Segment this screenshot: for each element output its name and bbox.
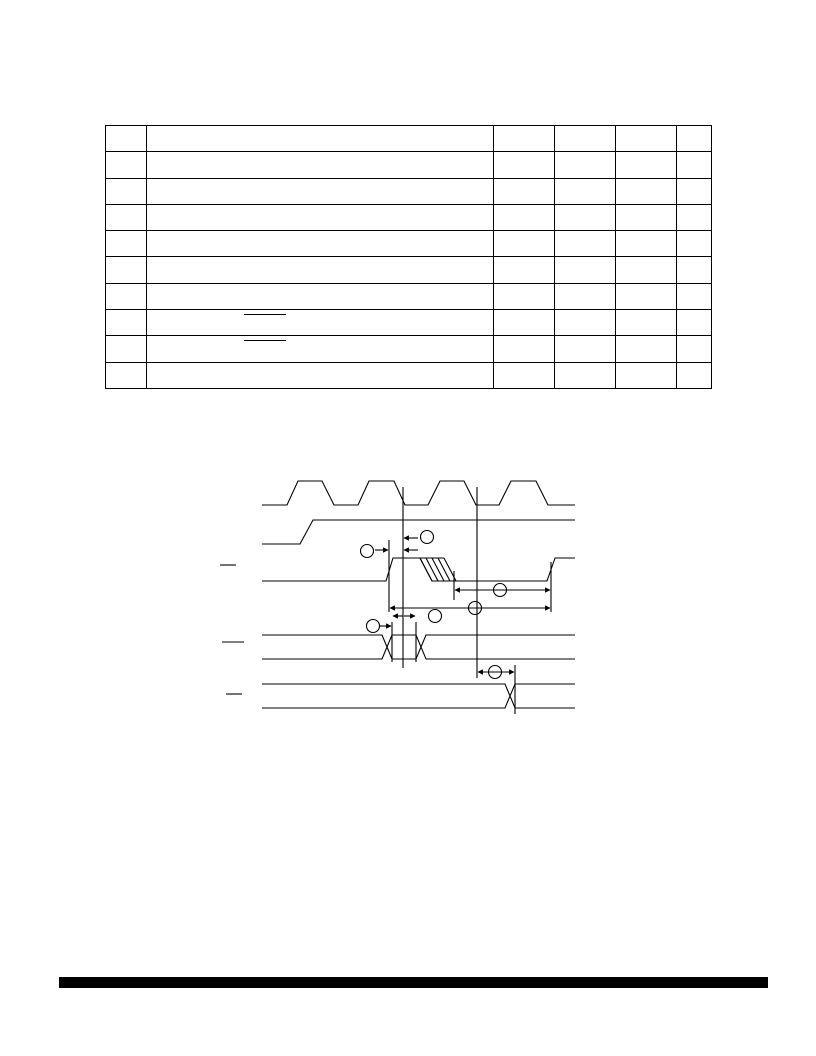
parameter-marker (429, 610, 442, 623)
footer-rule (59, 977, 768, 988)
signal-5-waveform (262, 684, 575, 708)
parameter-marker (367, 620, 380, 633)
clock-waveform (262, 481, 575, 505)
parameter-marker (361, 545, 374, 558)
signal-3-waveform-low (420, 558, 575, 581)
signal-2-waveform (262, 520, 575, 544)
signal-3-transition-hatch (420, 558, 456, 581)
parameter-marker (421, 531, 434, 544)
signal-3-waveform (262, 558, 420, 581)
signal-4-waveform (262, 635, 575, 659)
